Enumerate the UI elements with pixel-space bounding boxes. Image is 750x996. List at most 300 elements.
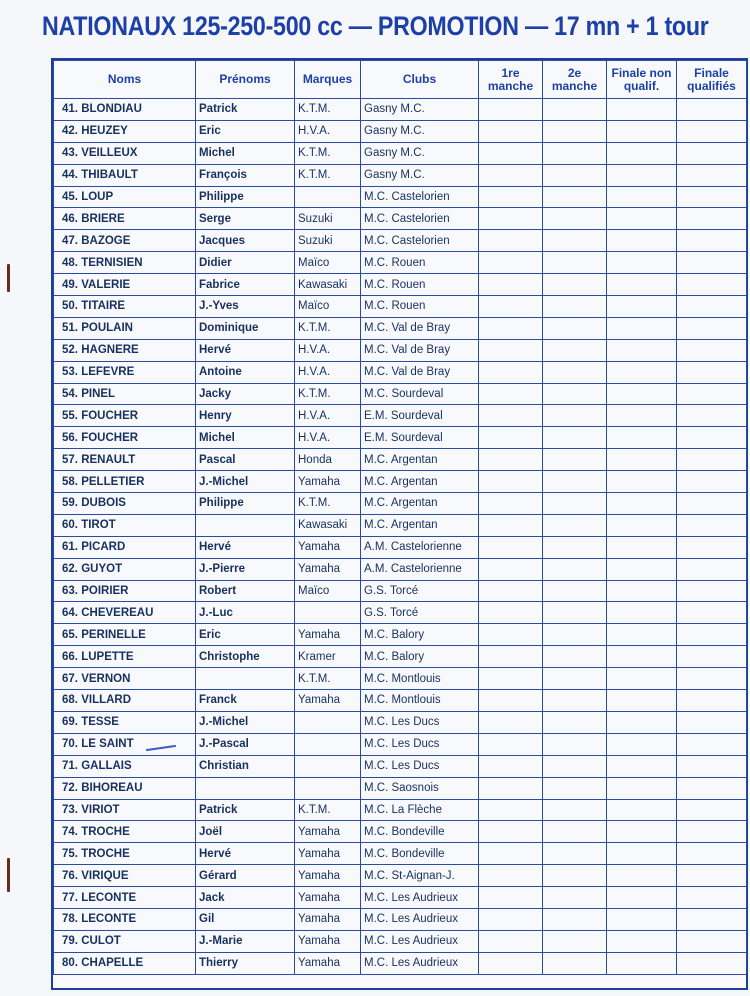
- rider-club: M.C. Val de Bray: [361, 361, 479, 383]
- rider-brand: [295, 755, 361, 777]
- rider-name: [54, 120, 196, 142]
- rider-number: 73.: [62, 803, 78, 816]
- rider-surname: BRIERE: [81, 212, 125, 225]
- col-finale-non-qualif: Finale non qualif.: [607, 61, 677, 99]
- result-finale-nq: [607, 230, 677, 252]
- result-finale-q: [677, 602, 747, 624]
- rider-club: M.C. Rouen: [361, 252, 479, 274]
- rider-club: M.C. Montlouis: [361, 668, 479, 690]
- rider-name: [54, 602, 196, 624]
- table-row: [54, 821, 747, 843]
- result-manche-1: [479, 821, 543, 843]
- rider-brand: H.V.A.: [295, 427, 361, 449]
- rider-firstname: Christian: [196, 755, 295, 777]
- rider-surname: DUBOIS: [81, 497, 126, 510]
- rider-brand: [295, 733, 361, 755]
- result-finale-nq: [607, 646, 677, 668]
- result-finale-q: [677, 493, 747, 515]
- col-noms: Noms: [54, 61, 196, 99]
- table-row: [54, 339, 747, 361]
- rider-club: M.C. St-Aignan-J.: [361, 865, 479, 887]
- result-manche-1: [479, 230, 543, 252]
- rider-surname: FOUCHER: [81, 409, 139, 422]
- rider-number: 52.: [62, 344, 78, 357]
- rider-firstname: Michel: [196, 142, 295, 164]
- rider-club: M.C. Les Audrieux: [361, 952, 479, 974]
- result-manche-2: [543, 558, 607, 580]
- rider-surname: BIHOREAU: [81, 782, 143, 795]
- result-manche-2: [543, 602, 607, 624]
- rider-firstname: J.-Pascal: [196, 733, 295, 755]
- rider-number: 47.: [62, 234, 78, 247]
- rider-number: 62.: [62, 563, 78, 576]
- result-finale-nq: [607, 755, 677, 777]
- result-finale-nq: [607, 317, 677, 339]
- rider-number: 71.: [62, 760, 78, 773]
- result-manche-2: [543, 690, 607, 712]
- result-finale-q: [677, 252, 747, 274]
- table-row: [54, 274, 747, 296]
- result-manche-2: [543, 514, 607, 536]
- rider-brand: Kramer: [295, 646, 361, 668]
- result-finale-nq: [607, 252, 677, 274]
- table-row: [54, 208, 747, 230]
- result-finale-nq: [607, 274, 677, 296]
- result-finale-q: [677, 777, 747, 799]
- result-manche-2: [543, 252, 607, 274]
- result-manche-1: [479, 733, 543, 755]
- rider-brand: Yamaha: [295, 471, 361, 493]
- rider-number: 45.: [62, 191, 78, 203]
- rider-firstname: Eric: [196, 120, 295, 142]
- rider-name: [54, 427, 196, 449]
- result-finale-q: [677, 580, 747, 602]
- rider-club: E.M. Sourdeval: [361, 427, 479, 449]
- rider-surname: TITAIRE: [81, 300, 126, 313]
- rider-name: [54, 536, 196, 558]
- rider-surname: PERINELLE: [81, 628, 146, 641]
- result-finale-nq: [607, 580, 677, 602]
- rider-number: 64.: [62, 606, 78, 619]
- rider-number: 69.: [62, 716, 78, 729]
- result-manche-1: [479, 514, 543, 536]
- rider-surname: TIROT: [81, 519, 116, 532]
- result-finale-nq: [607, 449, 677, 471]
- rider-number: 80.: [62, 957, 78, 970]
- rider-brand: Kawasaki: [295, 274, 361, 296]
- rider-club: M.C. Les Ducs: [361, 733, 479, 755]
- result-finale-q: [677, 164, 747, 186]
- table-row: [54, 471, 747, 493]
- rider-club: M.C. Castelorien: [361, 186, 479, 208]
- rider-club: M.C. Saosnois: [361, 777, 479, 799]
- rider-name: [54, 865, 196, 887]
- result-manche-2: [543, 668, 607, 690]
- result-manche-2: [543, 865, 607, 887]
- rider-name: [54, 274, 196, 296]
- table-row: [54, 296, 747, 318]
- rider-number: 54.: [62, 388, 78, 401]
- rider-brand: [295, 777, 361, 799]
- result-manche-2: [543, 383, 607, 405]
- rider-firstname: Jack: [196, 887, 295, 909]
- rider-surname: RENAULT: [81, 453, 136, 466]
- result-manche-1: [479, 339, 543, 361]
- rider-surname: LECONTE: [81, 891, 137, 904]
- rider-club: M.C. Castelorien: [361, 230, 479, 252]
- rider-surname: BAZOGE: [81, 234, 131, 247]
- rider-firstname: Eric: [196, 624, 295, 646]
- rider-club: M.C. Bondeville: [361, 821, 479, 843]
- result-manche-2: [543, 186, 607, 208]
- rider-surname: HEUZEY: [81, 125, 128, 138]
- rider-surname: VEILLEUX: [81, 147, 138, 160]
- rider-firstname: Fabrice: [196, 274, 295, 296]
- result-finale-q: [677, 908, 747, 930]
- rider-number: 77.: [62, 891, 78, 904]
- rider-firstname: Didier: [196, 252, 295, 274]
- rider-club: M.C. Les Ducs: [361, 711, 479, 733]
- rider-firstname: Patrick: [196, 99, 295, 121]
- rider-surname: VERNON: [81, 672, 131, 685]
- result-finale-q: [677, 120, 747, 142]
- rider-name: [54, 493, 196, 515]
- rider-brand: K.T.M.: [295, 99, 361, 121]
- col-finale-qualifies: Finale qualifiés: [677, 61, 747, 99]
- result-manche-1: [479, 317, 543, 339]
- rider-firstname: J.-Michel: [196, 471, 295, 493]
- result-manche-2: [543, 646, 607, 668]
- rider-surname: GUYOT: [81, 563, 123, 576]
- rider-number: 42.: [62, 125, 78, 138]
- rider-surname: PICARD: [81, 541, 126, 554]
- result-finale-q: [677, 558, 747, 580]
- rider-club: Gasny M.C.: [361, 120, 479, 142]
- rider-brand: H.V.A.: [295, 339, 361, 361]
- page-title: NATIONAUX 125-250-500 cc — PROMOTION — 17 mn + 1 tour: [42, 11, 709, 41]
- rider-club: E.M. Sourdeval: [361, 405, 479, 427]
- result-finale-q: [677, 405, 747, 427]
- result-manche-2: [543, 405, 607, 427]
- result-manche-2: [543, 580, 607, 602]
- table-row: [54, 777, 747, 799]
- result-manche-1: [479, 777, 543, 799]
- result-finale-q: [677, 383, 747, 405]
- result-finale-nq: [607, 930, 677, 952]
- result-manche-2: [543, 120, 607, 142]
- rider-name: [54, 755, 196, 777]
- result-finale-q: [677, 427, 747, 449]
- rider-number: 48.: [62, 256, 78, 269]
- rider-firstname: Patrick: [196, 799, 295, 821]
- rider-brand: Maïco: [295, 252, 361, 274]
- table-row: [54, 690, 747, 712]
- rider-firstname: [196, 514, 295, 536]
- result-manche-1: [479, 646, 543, 668]
- table-row: [54, 930, 747, 952]
- table-row: [54, 755, 747, 777]
- result-manche-2: [543, 930, 607, 952]
- col-clubs: Clubs: [361, 61, 479, 99]
- rider-firstname: Jacques: [196, 230, 295, 252]
- result-finale-nq: [607, 405, 677, 427]
- rider-number: 66.: [62, 650, 78, 663]
- result-finale-nq: [607, 799, 677, 821]
- rider-number: 43.: [62, 147, 78, 160]
- result-manche-1: [479, 930, 543, 952]
- result-finale-q: [677, 208, 747, 230]
- result-manche-2: [543, 296, 607, 318]
- rider-club: A.M. Castelorienne: [361, 536, 479, 558]
- rider-surname: GALLAIS: [81, 760, 132, 773]
- rider-number: 68.: [62, 694, 78, 707]
- rider-firstname: Hervé: [196, 536, 295, 558]
- result-manche-1: [479, 186, 543, 208]
- binding-mark: [7, 264, 10, 292]
- rider-club: M.C. Castelorien: [361, 208, 479, 230]
- result-manche-2: [543, 274, 607, 296]
- rider-firstname: Franck: [196, 690, 295, 712]
- rider-firstname: J.-Luc: [196, 602, 295, 624]
- rider-brand: Suzuki: [295, 208, 361, 230]
- rider-name: [54, 142, 196, 164]
- rider-club: M.C. Bondeville: [361, 843, 479, 865]
- rider-firstname: François: [196, 164, 295, 186]
- rider-number: 60.: [62, 519, 78, 532]
- rider-number: 57.: [62, 453, 78, 466]
- rider-name: [54, 799, 196, 821]
- result-finale-nq: [607, 361, 677, 383]
- rider-number: 44.: [62, 169, 78, 182]
- rider-brand: K.T.M.: [295, 668, 361, 690]
- result-finale-nq: [607, 208, 677, 230]
- result-finale-nq: [607, 493, 677, 515]
- result-finale-nq: [607, 514, 677, 536]
- header-row: [54, 61, 747, 99]
- rider-number: 41.: [62, 103, 78, 116]
- table-row: [54, 164, 747, 186]
- rider-surname: CHAPELLE: [81, 957, 144, 970]
- result-finale-q: [677, 843, 747, 865]
- rider-firstname: Gil: [196, 908, 295, 930]
- table-row: [54, 405, 747, 427]
- result-manche-1: [479, 274, 543, 296]
- result-manche-2: [543, 887, 607, 909]
- result-finale-nq: [607, 164, 677, 186]
- rider-brand: Kawasaki: [295, 514, 361, 536]
- rider-brand: Yamaha: [295, 908, 361, 930]
- table-row: [54, 668, 747, 690]
- col-manche-2: 2e manche: [543, 61, 607, 99]
- result-manche-1: [479, 711, 543, 733]
- result-manche-1: [479, 164, 543, 186]
- result-finale-nq: [607, 865, 677, 887]
- rider-club: Gasny M.C.: [361, 164, 479, 186]
- rider-name: [54, 514, 196, 536]
- table-row: [54, 383, 747, 405]
- rider-name: [54, 558, 196, 580]
- result-manche-2: [543, 99, 607, 121]
- result-finale-q: [677, 99, 747, 121]
- rider-club: M.C. La Flèche: [361, 799, 479, 821]
- rider-number: 49.: [62, 278, 78, 291]
- result-finale-q: [677, 646, 747, 668]
- rider-name: [54, 252, 196, 274]
- result-finale-nq: [607, 733, 677, 755]
- rider-brand: K.T.M.: [295, 142, 361, 164]
- result-manche-1: [479, 843, 543, 865]
- result-manche-2: [543, 361, 607, 383]
- result-finale-q: [677, 668, 747, 690]
- table-row: [54, 624, 747, 646]
- result-finale-q: [677, 711, 747, 733]
- result-manche-1: [479, 120, 543, 142]
- result-finale-q: [677, 471, 747, 493]
- result-manche-1: [479, 296, 543, 318]
- rider-name: [54, 887, 196, 909]
- result-manche-2: [543, 427, 607, 449]
- rider-brand: Yamaha: [295, 865, 361, 887]
- rider-brand: Yamaha: [295, 930, 361, 952]
- result-manche-2: [543, 142, 607, 164]
- result-manche-2: [543, 230, 607, 252]
- rider-club: M.C. Les Audrieux: [361, 908, 479, 930]
- rider-number: 65.: [62, 628, 78, 641]
- rider-club: M.C. Argentan: [361, 493, 479, 515]
- rider-surname: LEFEVRE: [81, 366, 135, 379]
- rider-brand: H.V.A.: [295, 405, 361, 427]
- rider-club: M.C. Rouen: [361, 274, 479, 296]
- rider-number: 56.: [62, 431, 78, 444]
- rider-firstname: Philippe: [196, 493, 295, 515]
- rider-firstname: J.-Marie: [196, 930, 295, 952]
- rider-surname: VILLARD: [81, 694, 132, 707]
- rider-surname: LUPETTE: [81, 650, 134, 663]
- rider-name: [54, 339, 196, 361]
- table-row: [54, 646, 747, 668]
- rider-number: 70.: [62, 738, 78, 751]
- rider-name: [54, 471, 196, 493]
- rider-club: M.C. Val de Bray: [361, 317, 479, 339]
- rider-number: 75.: [62, 847, 78, 860]
- rider-brand: Yamaha: [295, 624, 361, 646]
- table-row: [54, 711, 747, 733]
- rider-club: A.M. Castelorienne: [361, 558, 479, 580]
- result-finale-nq: [607, 120, 677, 142]
- rider-number: 63.: [62, 585, 78, 598]
- table-row: [54, 580, 747, 602]
- rider-brand: Yamaha: [295, 690, 361, 712]
- result-manche-1: [479, 383, 543, 405]
- rider-surname: TESSE: [81, 716, 119, 729]
- rider-club: M.C. Balory: [361, 646, 479, 668]
- result-manche-1: [479, 99, 543, 121]
- rider-club: Gasny M.C.: [361, 142, 479, 164]
- rider-brand: Yamaha: [295, 821, 361, 843]
- result-finale-q: [677, 624, 747, 646]
- rider-firstname: [196, 668, 295, 690]
- table-row: [54, 558, 747, 580]
- rider-surname: BLONDIAU: [81, 103, 142, 116]
- result-finale-nq: [607, 558, 677, 580]
- result-finale-nq: [607, 296, 677, 318]
- table-row: [54, 908, 747, 930]
- rider-surname: LOUP: [81, 191, 114, 203]
- rider-number: 51.: [62, 322, 78, 335]
- rider-name: [54, 821, 196, 843]
- result-finale-nq: [607, 99, 677, 121]
- rider-brand: [295, 602, 361, 624]
- result-manche-1: [479, 580, 543, 602]
- rider-brand: K.T.M.: [295, 317, 361, 339]
- result-finale-q: [677, 142, 747, 164]
- rider-club: M.C. Les Audrieux: [361, 887, 479, 909]
- rider-surname: PINEL: [81, 388, 116, 401]
- result-manche-1: [479, 865, 543, 887]
- result-manche-1: [479, 471, 543, 493]
- rider-name: [54, 405, 196, 427]
- rider-surname: PELLETIER: [81, 475, 145, 488]
- result-manche-2: [543, 164, 607, 186]
- result-manche-1: [479, 908, 543, 930]
- result-finale-q: [677, 514, 747, 536]
- result-manche-1: [479, 142, 543, 164]
- rider-surname: VALERIE: [81, 278, 131, 291]
- results-sheet: [51, 58, 748, 990]
- result-manche-1: [479, 602, 543, 624]
- result-finale-q: [677, 887, 747, 909]
- result-manche-2: [543, 208, 607, 230]
- result-manche-2: [543, 471, 607, 493]
- rider-firstname: Robert: [196, 580, 295, 602]
- result-finale-q: [677, 865, 747, 887]
- rider-brand: Yamaha: [295, 952, 361, 974]
- rider-name: [54, 580, 196, 602]
- result-finale-q: [677, 799, 747, 821]
- result-finale-nq: [607, 624, 677, 646]
- rider-name: [54, 952, 196, 974]
- rider-club: Gasny M.C.: [361, 99, 479, 121]
- result-finale-nq: [607, 142, 677, 164]
- rider-brand: Yamaha: [295, 558, 361, 580]
- result-finale-nq: [607, 690, 677, 712]
- rider-name: [54, 711, 196, 733]
- rider-club: M.C. Balory: [361, 624, 479, 646]
- result-finale-q: [677, 930, 747, 952]
- rider-surname: LECONTE: [81, 913, 137, 926]
- result-manche-1: [479, 668, 543, 690]
- result-manche-2: [543, 536, 607, 558]
- rider-club: M.C. Sourdeval: [361, 383, 479, 405]
- rider-firstname: Gérard: [196, 865, 295, 887]
- rider-firstname: Thierry: [196, 952, 295, 974]
- table-row: [54, 427, 747, 449]
- table-row: [54, 733, 747, 755]
- result-manche-2: [543, 449, 607, 471]
- result-finale-nq: [607, 383, 677, 405]
- result-manche-1: [479, 887, 543, 909]
- result-finale-nq: [607, 777, 677, 799]
- rider-firstname: J.-Pierre: [196, 558, 295, 580]
- table-row: [54, 99, 747, 121]
- rider-number: 53.: [62, 366, 78, 379]
- rider-number: 46.: [62, 212, 78, 225]
- result-manche-2: [543, 493, 607, 515]
- rider-number: 55.: [62, 409, 78, 422]
- rider-name: [54, 164, 196, 186]
- result-manche-2: [543, 908, 607, 930]
- rider-firstname: Christophe: [196, 646, 295, 668]
